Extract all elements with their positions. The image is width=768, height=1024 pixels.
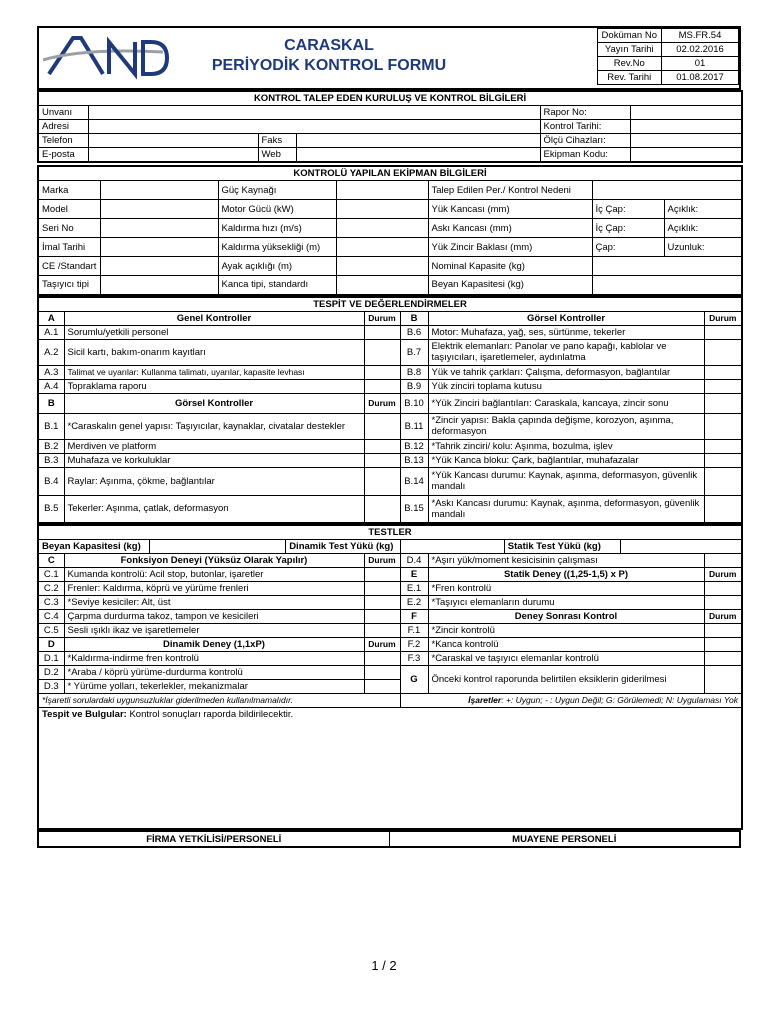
beyan-field[interactable] xyxy=(149,540,285,553)
field-label: Motor Gücü (kW) xyxy=(218,200,336,219)
item-text: Raylar: Aşınma, çökme, bağlantılar xyxy=(64,467,364,495)
item-text: Elektrik elemanları: Panolar ve pano kapağı, kablolar ve taşıyıcıları, işaretlemeler, aydınlatma xyxy=(428,339,704,365)
item-code: A.4 xyxy=(38,379,64,393)
field-label: Çap: xyxy=(592,238,664,257)
doc-value: 01 xyxy=(662,57,739,71)
item-code: B.14 xyxy=(400,467,428,495)
item-code: B.4 xyxy=(38,467,64,495)
durum-cell[interactable] xyxy=(704,495,742,523)
durum-cell[interactable] xyxy=(364,582,400,596)
item-code: C.4 xyxy=(38,610,64,624)
field-label: Nominal Kapasite (kg) xyxy=(428,257,592,276)
item-code: B.9 xyxy=(400,379,428,393)
field-label: Web xyxy=(258,148,296,163)
durum-cell[interactable] xyxy=(704,339,742,365)
form-sheet xyxy=(37,26,741,848)
durum-header: Durum xyxy=(364,393,400,413)
value-cell[interactable] xyxy=(336,219,428,238)
warning-note: *İşaretli sorulardaki uygunsuzluklar giderilmeden kullanılmamalıdır. xyxy=(38,694,400,708)
findings-label: Tespit ve Bulgular: xyxy=(42,709,127,720)
item-text: *Zincir kontrolü xyxy=(428,624,704,638)
faks-field[interactable] xyxy=(296,134,540,148)
group-code: B xyxy=(38,393,64,413)
field-label: Taşıyıcı tipi xyxy=(38,276,100,295)
group-title: Genel Kontroller xyxy=(64,311,364,325)
item-text: Merdiven ve platform xyxy=(64,439,364,453)
field-label: Faks xyxy=(258,134,296,148)
item-text: Tekerler: Aşınma, çatlak, deformasyon xyxy=(64,495,364,523)
item-code: A.1 xyxy=(38,325,64,339)
field-label: İç Çap: xyxy=(592,200,664,219)
item-text: *Caraskal ve taşıyıcı elemanlar kontrolü xyxy=(428,652,704,666)
signature-table xyxy=(37,830,741,848)
signature-firm[interactable]: FİRMA YETKİLİSİ/PERSONELİ xyxy=(38,831,389,847)
item-text: *Kanca kontrolü xyxy=(428,638,704,652)
durum-cell[interactable] xyxy=(704,365,742,379)
durum-cell[interactable] xyxy=(364,610,400,624)
item-text: *Askı Kancası durumu: Kaynak, aşınma, deformasyon, güvenlik mandalı xyxy=(428,495,704,523)
doc-value: MS.FR.54 xyxy=(662,29,739,43)
field-label: Ekipman Kodu: xyxy=(540,148,630,163)
field-label: Açıklık: xyxy=(664,200,742,219)
item-text: Talimat ve uyarılar: Kullanma talimatı, uyarılar, kapasite levhası xyxy=(64,365,364,379)
value-cell[interactable] xyxy=(100,238,218,257)
field-label: Yük Kancası (mm) xyxy=(428,200,592,219)
item-text: Sesli ışıklı ikaz ve işaretlemeler xyxy=(64,624,364,638)
item-code: E.1 xyxy=(400,582,428,596)
doc-label: Doküman No xyxy=(597,29,661,43)
group-title: Deney Sonrası Kontrol xyxy=(428,610,704,624)
item-text: *Seviye kesiciler: Alt, üst xyxy=(64,596,364,610)
item-code: A.3 xyxy=(38,365,64,379)
field-label: Kanca tipi, standardı xyxy=(218,276,336,295)
durum-cell[interactable] xyxy=(364,624,400,638)
durum-cell[interactable] xyxy=(704,325,742,339)
item-text: * Yürüme yolları, tekerlekler, mekanizmalar xyxy=(64,680,364,694)
field-label: Kaldırma hızı (m/s) xyxy=(218,219,336,238)
durum-cell[interactable] xyxy=(704,652,742,666)
durum-cell[interactable] xyxy=(704,467,742,495)
durum-cell[interactable] xyxy=(704,379,742,393)
group-title: Dinamik Deney (1,1xP) xyxy=(64,638,364,652)
section-title: KONTROLÜ YAPILAN EKİPMAN BİLGİLERİ xyxy=(38,166,742,181)
durum-cell[interactable] xyxy=(364,413,400,439)
doc-label: Rev.No xyxy=(597,57,661,71)
field-label: İmal Tarihi xyxy=(38,238,100,257)
test-load-row xyxy=(39,540,741,553)
field-label: Kontrol Tarihi: xyxy=(540,120,630,134)
item-text: *Taşıyıcı elemanların durumu xyxy=(428,596,704,610)
item-text: Önceki kontrol raporunda belirtilen eksiklerin giderilmesi xyxy=(428,666,704,694)
item-text: *Yük Kanca bloku: Çark, bağlantılar, muhafazalar xyxy=(428,453,704,467)
company-logo xyxy=(43,30,171,88)
item-text: *Tahrik zinciri/ kolu: Aşınma, bozulma, işlev xyxy=(428,439,704,453)
item-text: *Yük Zinciri bağlantıları: Caraskala, kancaya, zincir sonu xyxy=(428,393,704,413)
item-code: C.3 xyxy=(38,596,64,610)
group-code: G xyxy=(400,666,428,694)
durum-cell[interactable] xyxy=(364,325,400,339)
item-text: *Caraskalın genel yapısı: Taşıyıcılar, kaynaklar, civatalar destekler xyxy=(64,413,364,439)
field-label: Statik Test Yükü (kg) xyxy=(504,540,620,553)
item-code: B.6 xyxy=(400,325,428,339)
durum-header: Durum xyxy=(704,311,742,325)
item-text: Sorumlu/yetkili personel xyxy=(64,325,364,339)
group-code: C xyxy=(38,554,64,568)
durum-cell[interactable] xyxy=(704,596,742,610)
durum-header: Durum xyxy=(364,638,400,652)
value-cell[interactable] xyxy=(100,219,218,238)
field-label: Marka xyxy=(38,181,100,200)
value-cell[interactable] xyxy=(336,257,428,276)
durum-header: Durum xyxy=(364,311,400,325)
value-cell[interactable] xyxy=(100,181,218,200)
group-code: D xyxy=(38,638,64,652)
group-title: Statik Deney ((1,25-1,5) x P) xyxy=(428,568,704,582)
kontrol-tarihi-field[interactable] xyxy=(630,120,742,134)
value-cell[interactable] xyxy=(100,257,218,276)
value-cell[interactable] xyxy=(336,200,428,219)
telefon-field[interactable] xyxy=(88,134,258,148)
durum-cell[interactable] xyxy=(364,379,400,393)
item-code: F.1 xyxy=(400,624,428,638)
ekipman-field[interactable] xyxy=(630,148,742,163)
item-code: C.1 xyxy=(38,568,64,582)
item-text: Frenler: Kaldırma, köprü ve yürüme frenleri xyxy=(64,582,364,596)
field-label: Seri No xyxy=(38,219,100,238)
field-label: E-posta xyxy=(38,148,88,163)
eposta-field[interactable] xyxy=(88,148,258,163)
item-code: B.15 xyxy=(400,495,428,523)
field-label: Beyan Kapasitesi (kg) xyxy=(39,540,149,553)
durum-cell[interactable] xyxy=(704,554,742,568)
value-cell[interactable] xyxy=(592,181,742,200)
field-label: Talep Edilen Per./ Kontrol Nedeni xyxy=(428,181,592,200)
section-title: TESPİT VE DEĞERLENDİRMELER xyxy=(38,297,742,312)
field-label: Dinamik Test Yükü (kg) xyxy=(286,540,400,553)
form-title xyxy=(189,36,469,76)
item-text: Yük zinciri toplama kutusu xyxy=(428,379,704,393)
doc-value: 01.08.2017 xyxy=(662,71,739,85)
doc-value: 02.02.2016 xyxy=(662,43,739,57)
tests-table xyxy=(37,524,743,830)
doc-label: Yayın Tarihi xyxy=(597,43,661,57)
durum-header: Durum xyxy=(704,610,742,624)
field-label: Telefon xyxy=(38,134,88,148)
field-label: Uzunluk: xyxy=(664,238,742,257)
durum-cell[interactable] xyxy=(364,453,400,467)
field-label: Ayak açıklığı (m) xyxy=(218,257,336,276)
durum-cell[interactable] xyxy=(704,439,742,453)
field-label: Unvanı xyxy=(38,106,88,120)
item-text: Kumanda kontrolü: Acil stop, butonlar, işaretler xyxy=(64,568,364,582)
requester-info-table xyxy=(37,90,743,163)
durum-cell[interactable] xyxy=(364,495,400,523)
rapor-no-field[interactable] xyxy=(630,106,742,120)
durum-cell[interactable] xyxy=(364,467,400,495)
durum-cell[interactable] xyxy=(364,568,400,582)
findings-text: Kontrol sonuçları raporda bildirilecektir. xyxy=(126,709,294,720)
item-code: B.12 xyxy=(400,439,428,453)
item-text: *Kaldırma-indirme fren kontrolü xyxy=(64,652,364,666)
item-code: E.2 xyxy=(400,596,428,610)
evaluation-table xyxy=(37,296,743,525)
item-text: Sicil kartı, bakım-onarım kayıtları xyxy=(64,339,364,365)
durum-cell[interactable] xyxy=(704,393,742,413)
group-title: Görsel Kontroller xyxy=(64,393,364,413)
web-field[interactable] xyxy=(296,148,540,163)
group-code: A xyxy=(38,311,64,325)
durum-header: Durum xyxy=(704,568,742,582)
form-title-line2: PERİYODİK KONTROL FORMU xyxy=(211,57,447,74)
durum-cell[interactable] xyxy=(704,413,742,439)
group-code: B xyxy=(400,311,428,325)
value-cell[interactable] xyxy=(592,276,742,295)
item-code: D.2 xyxy=(38,666,64,680)
durum-cell[interactable] xyxy=(364,666,400,680)
legend-note xyxy=(400,694,742,708)
form-title-line1: CARASKAL xyxy=(284,37,374,54)
signature-inspector[interactable]: MUAYENE PERSONELİ xyxy=(389,831,740,847)
value-cell[interactable] xyxy=(100,200,218,219)
section-title: KONTROL TALEP EDEN KURULUŞ VE KONTROL BİLGİLERİ xyxy=(38,91,742,106)
item-code: B.11 xyxy=(400,413,428,439)
item-text: Çarpma durdurma takoz, tampon ve kesicileri xyxy=(64,610,364,624)
item-code: B.8 xyxy=(400,365,428,379)
value-cell[interactable] xyxy=(100,276,218,295)
field-label: Beyan Kapasitesi (kg) xyxy=(428,276,592,295)
field-label: İç Çap: xyxy=(592,219,664,238)
item-text: Yük ve tahrik çarkları: Çalışma, deformasyon, bağlantılar xyxy=(428,365,704,379)
item-text: *Zincir yapısı: Bakla çapında değişme, korozyon, aşınma, deformasyon xyxy=(428,413,704,439)
legend-text: : +: Uygun; - : Uygun Değil; G: Görülemedi; N: Uygulaması Yok xyxy=(501,695,738,705)
value-cell[interactable] xyxy=(336,276,428,295)
item-text: Muhafaza ve korkuluklar xyxy=(64,453,364,467)
item-code: B.2 xyxy=(38,439,64,453)
durum-cell[interactable] xyxy=(704,624,742,638)
item-code: B.1 xyxy=(38,413,64,439)
field-label: Rapor No: xyxy=(540,106,630,120)
field-label: Model xyxy=(38,200,100,219)
document-info-table xyxy=(597,28,739,85)
item-code: B.10 xyxy=(400,393,428,413)
item-code: D.4 xyxy=(400,554,428,568)
durum-cell[interactable] xyxy=(364,365,400,379)
durum-cell[interactable] xyxy=(364,439,400,453)
group-title: Fonksiyon Deneyi (Yüksüz Olarak Yapılır) xyxy=(64,554,364,568)
dinamik-field[interactable] xyxy=(400,540,504,553)
field-label: Askı Kancası (mm) xyxy=(428,219,592,238)
durum-cell[interactable] xyxy=(364,680,400,694)
item-code: D.3 xyxy=(38,680,64,694)
doc-label: Rev. Tarihi xyxy=(597,71,661,85)
findings-box[interactable] xyxy=(38,708,742,830)
value-cell[interactable] xyxy=(336,238,428,257)
durum-cell[interactable] xyxy=(704,453,742,467)
unvani-field[interactable] xyxy=(88,106,540,120)
field-label: Ölçü Cihazları: xyxy=(540,134,630,148)
legend-label: İşaretler xyxy=(468,695,502,705)
item-text: *Yük Kancası durumu: Kaynak, aşınma, deformasyon, güvenlik mandalı xyxy=(428,467,704,495)
durum-header: Durum xyxy=(364,554,400,568)
durum-cell[interactable] xyxy=(704,638,742,652)
group-title: Görsel Kontroller xyxy=(428,311,704,325)
value-cell[interactable] xyxy=(336,181,428,200)
group-code: F xyxy=(400,610,428,624)
item-text: Motor: Muhafaza, yağ, ses, sürtünme, tekerler xyxy=(428,325,704,339)
field-label: Güç Kaynağı xyxy=(218,181,336,200)
item-code: B.5 xyxy=(38,495,64,523)
item-code: B.13 xyxy=(400,453,428,467)
item-text: *Aşırı yük/moment kesicisinin çalışması xyxy=(428,554,704,568)
item-code: F.2 xyxy=(400,638,428,652)
item-text: Topraklama raporu xyxy=(64,379,364,393)
field-label: Adresi xyxy=(38,120,88,134)
field-label: CE /Standart xyxy=(38,257,100,276)
durum-cell[interactable] xyxy=(704,582,742,596)
field-label: Yük Zincir Baklası (mm) xyxy=(428,238,592,257)
item-code: F.3 xyxy=(400,652,428,666)
durum-cell[interactable] xyxy=(704,666,742,694)
equipment-info-table xyxy=(37,165,743,296)
durum-cell[interactable] xyxy=(364,652,400,666)
item-code: B.7 xyxy=(400,339,428,365)
field-label: Kaldırma yüksekliği (m) xyxy=(218,238,336,257)
adres-field[interactable] xyxy=(88,120,540,134)
durum-cell[interactable] xyxy=(364,339,400,365)
statik-field[interactable] xyxy=(621,540,741,553)
item-code: C.5 xyxy=(38,624,64,638)
value-cell[interactable] xyxy=(592,257,742,276)
olcu-field[interactable] xyxy=(630,134,742,148)
form-header xyxy=(37,26,741,90)
item-text: *Fren kontrolü xyxy=(428,582,704,596)
group-code: E xyxy=(400,568,428,582)
durum-cell[interactable] xyxy=(364,596,400,610)
item-code: D.1 xyxy=(38,652,64,666)
page-number: 1 / 2 xyxy=(371,958,397,973)
item-text: *Araba / köprü yürüme-durdurma kontrolü xyxy=(64,666,364,680)
field-label: Açıklık: xyxy=(664,219,742,238)
item-code: C.2 xyxy=(38,582,64,596)
item-code: B.3 xyxy=(38,453,64,467)
item-code: A.2 xyxy=(38,339,64,365)
section-title: TESTLER xyxy=(38,525,742,540)
